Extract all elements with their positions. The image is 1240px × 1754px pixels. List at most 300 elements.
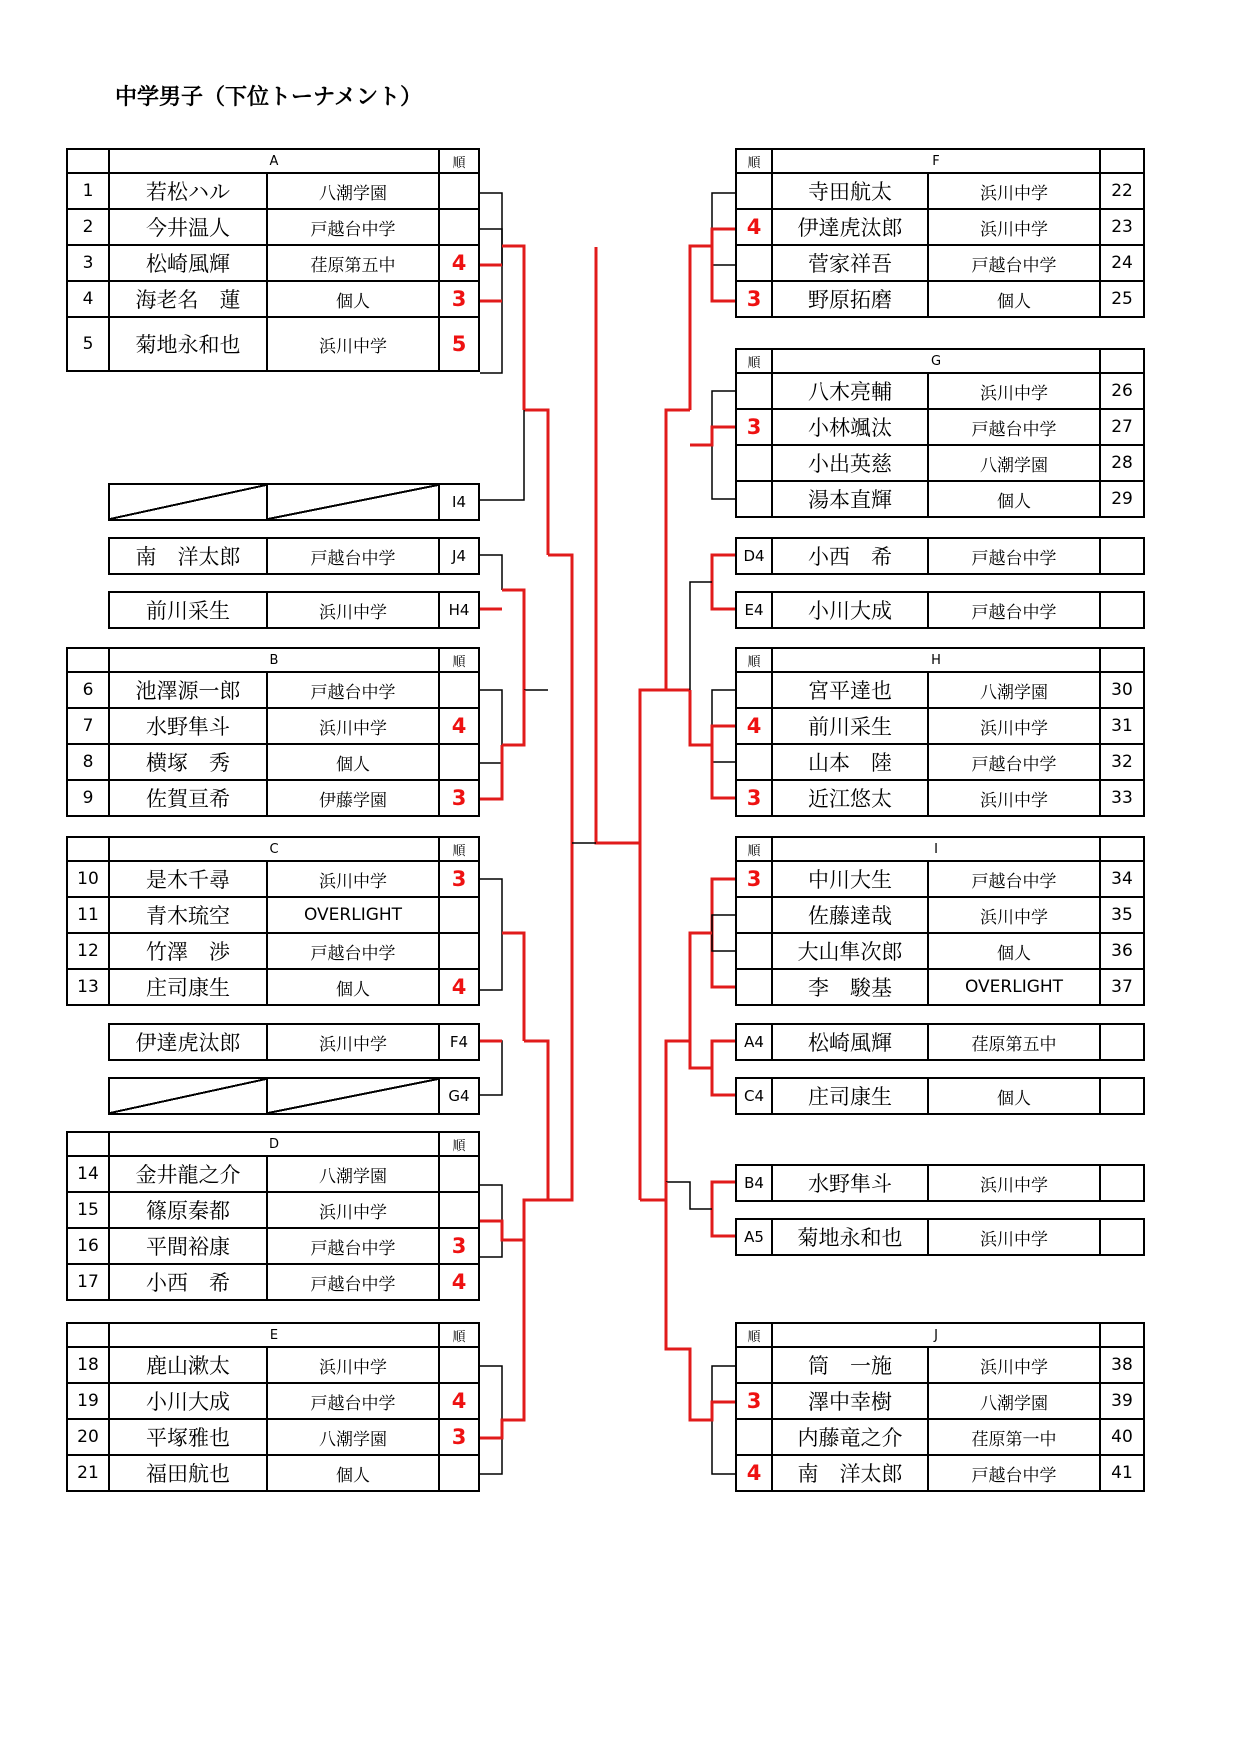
rank-header: 順 bbox=[736, 349, 772, 373]
player-name: 八木亮輔 bbox=[772, 373, 928, 409]
player-row bbox=[67, 933, 479, 969]
slot-code: C4 bbox=[736, 1078, 772, 1114]
player-name: 澤中幸樹 bbox=[772, 1383, 928, 1419]
player-rank: 3 bbox=[736, 409, 772, 445]
group-table-g bbox=[735, 348, 1145, 518]
group-header-row bbox=[67, 837, 479, 861]
player-school: 戸越台中学 bbox=[267, 672, 439, 708]
player-number: 38 bbox=[1100, 1347, 1144, 1383]
group-label: D bbox=[109, 1132, 439, 1156]
player-school: 八潮学園 bbox=[928, 1383, 1100, 1419]
player-rank bbox=[439, 1192, 479, 1228]
blank-cell bbox=[1100, 1219, 1144, 1255]
player-rank bbox=[736, 445, 772, 481]
player-name: 水野隼斗 bbox=[109, 708, 267, 744]
player-number: 3 bbox=[67, 245, 109, 281]
winner-line bbox=[640, 690, 666, 843]
player-school: 戸越台中学 bbox=[267, 1383, 439, 1419]
player-rank bbox=[736, 1419, 772, 1455]
slot-code: J4 bbox=[439, 538, 479, 574]
slot-row bbox=[736, 538, 1144, 574]
player-school: 浜川中学 bbox=[267, 1192, 439, 1228]
player-name: 庄司康生 bbox=[109, 969, 267, 1005]
player-school: 浜川中学 bbox=[928, 173, 1100, 209]
player-rank bbox=[736, 933, 772, 969]
player-name: 菊地永和也 bbox=[109, 317, 267, 371]
group-header-row bbox=[736, 648, 1144, 672]
bracket-line bbox=[666, 1182, 712, 1209]
player-school: 浜川中学 bbox=[928, 708, 1100, 744]
winner-line bbox=[524, 410, 548, 555]
bracket-line bbox=[712, 915, 735, 951]
player-school: 戸越台中学 bbox=[267, 209, 439, 245]
bracket-line bbox=[480, 410, 524, 500]
player-name: 小西 希 bbox=[109, 1264, 267, 1300]
player-row bbox=[736, 445, 1144, 481]
group-header-row bbox=[736, 1323, 1144, 1347]
player-row bbox=[736, 744, 1144, 780]
player-school: 戸越台中学 bbox=[267, 933, 439, 969]
player-row bbox=[67, 744, 479, 780]
player-number: 30 bbox=[1100, 672, 1144, 708]
player-rank: 4 bbox=[736, 1455, 772, 1491]
blank-cell bbox=[1100, 349, 1144, 373]
player-row bbox=[67, 1419, 479, 1455]
group-table-b bbox=[66, 647, 480, 817]
slot-row bbox=[109, 484, 479, 520]
player-number: 15 bbox=[67, 1192, 109, 1228]
slot-player-school: 荏原第五中 bbox=[928, 1024, 1100, 1060]
player-row bbox=[67, 1383, 479, 1419]
player-row bbox=[67, 780, 479, 816]
group-header-row bbox=[736, 349, 1144, 373]
winner-line bbox=[712, 879, 735, 987]
player-name: 南 洋太郎 bbox=[772, 1455, 928, 1491]
blank-cell bbox=[67, 1132, 109, 1156]
player-name: 近江悠太 bbox=[772, 780, 928, 816]
group-label: F bbox=[772, 149, 1100, 173]
group-table-i bbox=[735, 836, 1145, 1006]
player-number: 27 bbox=[1100, 409, 1144, 445]
player-number: 39 bbox=[1100, 1383, 1144, 1419]
rank-header: 順 bbox=[736, 648, 772, 672]
player-name: 寺田航太 bbox=[772, 173, 928, 209]
player-row bbox=[67, 672, 479, 708]
player-rank: 3 bbox=[736, 861, 772, 897]
bracket-line bbox=[480, 555, 502, 590]
player-rank bbox=[736, 969, 772, 1005]
player-school: 個人 bbox=[267, 744, 439, 780]
player-name: 佐藤達哉 bbox=[772, 897, 928, 933]
blank-cell bbox=[1100, 1024, 1144, 1060]
slot-box-e4 bbox=[735, 591, 1145, 629]
player-school: 荏原第一中 bbox=[928, 1419, 1100, 1455]
player-number: 4 bbox=[67, 281, 109, 317]
bracket-line bbox=[480, 1366, 502, 1474]
player-row bbox=[67, 173, 479, 209]
winner-line bbox=[712, 1041, 735, 1095]
group-header-row bbox=[736, 149, 1144, 173]
player-rank: 3 bbox=[736, 780, 772, 816]
slot-box-a4 bbox=[735, 1023, 1145, 1061]
player-name: 内藤竜之介 bbox=[772, 1419, 928, 1455]
group-header-row bbox=[67, 149, 479, 173]
player-name: 若松ハル bbox=[109, 173, 267, 209]
player-rank bbox=[736, 173, 772, 209]
player-row bbox=[67, 897, 479, 933]
player-row bbox=[67, 245, 479, 281]
player-school: 個人 bbox=[928, 481, 1100, 517]
player-school: 八潮学園 bbox=[267, 1419, 439, 1455]
slot-player-name: 松崎風輝 bbox=[772, 1024, 928, 1060]
player-rank: 4 bbox=[439, 708, 479, 744]
player-name: 鹿山漱太 bbox=[109, 1347, 267, 1383]
player-name: 小川大成 bbox=[109, 1383, 267, 1419]
slot-player-name: 小川大成 bbox=[772, 592, 928, 628]
player-name: 今井温人 bbox=[109, 209, 267, 245]
group-label: C bbox=[109, 837, 439, 861]
winner-line bbox=[690, 246, 712, 410]
player-number: 36 bbox=[1100, 933, 1144, 969]
group-label: E bbox=[109, 1323, 439, 1347]
group-table-f bbox=[735, 148, 1145, 318]
slot-player-school: 浜川中学 bbox=[267, 592, 439, 628]
group-table-h bbox=[735, 647, 1145, 817]
player-number: 22 bbox=[1100, 173, 1144, 209]
player-name: 横塚 秀 bbox=[109, 744, 267, 780]
slot-player-name: 伊達虎汰郎 bbox=[109, 1024, 267, 1060]
player-row bbox=[736, 969, 1144, 1005]
player-school: 個人 bbox=[928, 933, 1100, 969]
winner-line bbox=[548, 555, 572, 843]
player-rank: 3 bbox=[439, 1419, 479, 1455]
player-row bbox=[67, 281, 479, 317]
player-name: 湯本直輝 bbox=[772, 481, 928, 517]
group-label: A bbox=[109, 149, 439, 173]
winner-line bbox=[480, 1200, 548, 1240]
player-row bbox=[67, 1347, 479, 1383]
slot-player-school: 浜川中学 bbox=[267, 1024, 439, 1060]
player-rank: 3 bbox=[439, 780, 479, 816]
player-school: 浜川中学 bbox=[928, 897, 1100, 933]
group-table-c bbox=[66, 836, 480, 1006]
player-row bbox=[736, 209, 1144, 245]
player-school: OVERLIGHT bbox=[267, 897, 439, 933]
slot-row bbox=[109, 538, 479, 574]
player-rank bbox=[736, 897, 772, 933]
slot-row bbox=[736, 1219, 1144, 1255]
player-rank: 3 bbox=[736, 281, 772, 317]
slot-player-school: 戸越台中学 bbox=[928, 538, 1100, 574]
group-label: H bbox=[772, 648, 1100, 672]
player-rank bbox=[736, 672, 772, 708]
player-school: 戸越台中学 bbox=[928, 861, 1100, 897]
rank-header: 順 bbox=[736, 1323, 772, 1347]
player-number: 28 bbox=[1100, 445, 1144, 481]
group-table-j bbox=[735, 1322, 1145, 1492]
blank-cell bbox=[1100, 648, 1144, 672]
player-row bbox=[67, 861, 479, 897]
player-number: 12 bbox=[67, 933, 109, 969]
winner-line bbox=[524, 1041, 548, 1200]
slot-code: G4 bbox=[439, 1078, 479, 1114]
player-number: 34 bbox=[1100, 861, 1144, 897]
player-school: 戸越台中学 bbox=[267, 1228, 439, 1264]
player-rank: 3 bbox=[439, 861, 479, 897]
player-number: 5 bbox=[67, 317, 109, 371]
player-name: 山本 陸 bbox=[772, 744, 928, 780]
player-school: 八潮学園 bbox=[928, 672, 1100, 708]
winner-line bbox=[712, 555, 735, 609]
group-header-row bbox=[736, 837, 1144, 861]
slot-box-h4 bbox=[108, 591, 480, 629]
player-number: 26 bbox=[1100, 373, 1144, 409]
player-rank bbox=[439, 897, 479, 933]
player-school: 浜川中学 bbox=[267, 861, 439, 897]
player-row bbox=[736, 897, 1144, 933]
winner-line bbox=[480, 745, 502, 799]
slot-box-c4 bbox=[735, 1077, 1145, 1115]
player-name: 竹澤 渉 bbox=[109, 933, 267, 969]
player-name: 前川采生 bbox=[772, 708, 928, 744]
winner-line bbox=[690, 427, 735, 445]
rank-header: 順 bbox=[736, 837, 772, 861]
player-name: 菅家祥吾 bbox=[772, 245, 928, 281]
player-number: 33 bbox=[1100, 780, 1144, 816]
player-rank: 4 bbox=[439, 245, 479, 281]
player-name: 篠原秦都 bbox=[109, 1192, 267, 1228]
player-row bbox=[736, 173, 1144, 209]
slot-box-j4 bbox=[108, 537, 480, 575]
player-rank: 4 bbox=[439, 969, 479, 1005]
player-name: 伊達虎汰郎 bbox=[772, 209, 928, 245]
slot-player-school bbox=[267, 1078, 439, 1114]
player-number: 20 bbox=[67, 1419, 109, 1455]
slot-code: D4 bbox=[736, 538, 772, 574]
player-row bbox=[736, 1455, 1144, 1491]
player-row bbox=[736, 780, 1144, 816]
blank-cell bbox=[1100, 538, 1144, 574]
player-row bbox=[736, 708, 1144, 744]
blank-cell bbox=[1100, 1165, 1144, 1201]
slot-player-school: 戸越台中学 bbox=[928, 592, 1100, 628]
winner-line bbox=[690, 690, 712, 745]
group-label: I bbox=[772, 837, 1100, 861]
blank-cell bbox=[67, 149, 109, 173]
slot-row bbox=[736, 1165, 1144, 1201]
rank-header: 順 bbox=[439, 149, 479, 173]
player-name: 海老名 蓮 bbox=[109, 281, 267, 317]
slot-player-name bbox=[109, 484, 267, 520]
blank-cell bbox=[1100, 1078, 1144, 1114]
group-table-e bbox=[66, 1322, 480, 1492]
blank-cell bbox=[1100, 592, 1144, 628]
slot-box-d4 bbox=[735, 537, 1145, 575]
slot-box-f4 bbox=[108, 1023, 480, 1061]
slot-row bbox=[109, 592, 479, 628]
player-row bbox=[67, 1264, 479, 1300]
slot-code: A5 bbox=[736, 1219, 772, 1255]
player-row bbox=[67, 969, 479, 1005]
player-row bbox=[67, 209, 479, 245]
player-rank bbox=[439, 933, 479, 969]
player-number: 37 bbox=[1100, 969, 1144, 1005]
player-name: 平間裕康 bbox=[109, 1228, 267, 1264]
winner-line bbox=[690, 933, 712, 1041]
blank-cell bbox=[1100, 837, 1144, 861]
slot-player-school bbox=[267, 484, 439, 520]
slot-row bbox=[109, 1078, 479, 1114]
player-rank bbox=[439, 1455, 479, 1491]
winner-line bbox=[548, 843, 572, 1200]
player-rank: 4 bbox=[439, 1264, 479, 1300]
group-header-row bbox=[67, 1323, 479, 1347]
player-school: 浜川中学 bbox=[267, 708, 439, 744]
slot-player-name: 水野隼斗 bbox=[772, 1165, 928, 1201]
player-school: 八潮学園 bbox=[267, 173, 439, 209]
player-school: 浜川中学 bbox=[928, 780, 1100, 816]
player-name: 小出英慈 bbox=[772, 445, 928, 481]
player-row bbox=[736, 281, 1144, 317]
group-header-row bbox=[67, 1132, 479, 1156]
group-label: G bbox=[772, 349, 1100, 373]
player-number: 19 bbox=[67, 1383, 109, 1419]
player-name: 佐賀亘希 bbox=[109, 780, 267, 816]
player-rank: 4 bbox=[439, 1383, 479, 1419]
player-school: 伊藤学園 bbox=[267, 780, 439, 816]
player-number: 35 bbox=[1100, 897, 1144, 933]
player-rank: 5 bbox=[439, 317, 479, 371]
player-school: 浜川中学 bbox=[267, 317, 439, 371]
player-school: 戸越台中学 bbox=[928, 245, 1100, 281]
player-name: 小林颯汰 bbox=[772, 409, 928, 445]
player-row bbox=[736, 1383, 1144, 1419]
winner-line bbox=[666, 410, 690, 690]
player-school: 八潮学園 bbox=[928, 445, 1100, 481]
player-school: 浜川中学 bbox=[928, 1347, 1100, 1383]
slot-code: F4 bbox=[439, 1024, 479, 1060]
player-rank: 4 bbox=[736, 209, 772, 245]
slot-row bbox=[736, 1078, 1144, 1114]
bracket-line bbox=[690, 582, 712, 690]
player-number: 1 bbox=[67, 173, 109, 209]
player-rank bbox=[439, 744, 479, 780]
bracket-line bbox=[480, 1041, 502, 1095]
slot-player-name: 庄司康生 bbox=[772, 1078, 928, 1114]
winner-line bbox=[502, 246, 524, 410]
player-rank bbox=[439, 173, 479, 209]
winner-line bbox=[596, 247, 640, 1200]
slot-player-school: 戸越台中学 bbox=[267, 538, 439, 574]
player-name: 李 駿基 bbox=[772, 969, 928, 1005]
slot-code: B4 bbox=[736, 1165, 772, 1201]
player-name: 金井龍之介 bbox=[109, 1156, 267, 1192]
player-number: 16 bbox=[67, 1228, 109, 1264]
player-rank bbox=[439, 1347, 479, 1383]
player-row bbox=[736, 861, 1144, 897]
player-number: 8 bbox=[67, 744, 109, 780]
player-number: 7 bbox=[67, 708, 109, 744]
player-name: 福田航也 bbox=[109, 1455, 267, 1491]
player-row bbox=[67, 1156, 479, 1192]
player-number: 14 bbox=[67, 1156, 109, 1192]
page-title: 中学男子（下位トーナメント） bbox=[115, 85, 423, 110]
player-rank bbox=[736, 1347, 772, 1383]
group-table-d bbox=[66, 1131, 480, 1301]
player-row bbox=[736, 672, 1144, 708]
player-row bbox=[736, 373, 1144, 409]
group-label: B bbox=[109, 648, 439, 672]
player-number: 6 bbox=[67, 672, 109, 708]
player-school: 浜川中学 bbox=[928, 209, 1100, 245]
player-school: 個人 bbox=[267, 1455, 439, 1491]
player-number: 29 bbox=[1100, 481, 1144, 517]
player-number: 10 bbox=[67, 861, 109, 897]
slot-row bbox=[736, 1024, 1144, 1060]
slot-code: A4 bbox=[736, 1024, 772, 1060]
slot-code: E4 bbox=[736, 592, 772, 628]
player-name: 中川大生 bbox=[772, 861, 928, 897]
player-rank bbox=[439, 1156, 479, 1192]
player-row bbox=[67, 1192, 479, 1228]
winner-line bbox=[666, 1041, 712, 1182]
winner-line bbox=[712, 1182, 735, 1236]
slot-player-name: 菊地永和也 bbox=[772, 1219, 928, 1255]
player-row bbox=[736, 1419, 1144, 1455]
player-rank: 3 bbox=[736, 1383, 772, 1419]
group-header-row bbox=[67, 648, 479, 672]
slot-player-school: 浜川中学 bbox=[928, 1219, 1100, 1255]
player-row bbox=[736, 933, 1144, 969]
player-rank: 3 bbox=[439, 281, 479, 317]
player-school: 浜川中学 bbox=[267, 1347, 439, 1383]
slot-player-school: 個人 bbox=[928, 1078, 1100, 1114]
player-number: 32 bbox=[1100, 744, 1144, 780]
group-table-a bbox=[66, 148, 480, 372]
rank-header: 順 bbox=[736, 149, 772, 173]
player-school: 戸越台中学 bbox=[928, 744, 1100, 780]
slot-box-i4 bbox=[108, 483, 480, 521]
player-number: 13 bbox=[67, 969, 109, 1005]
slot-box-a5 bbox=[735, 1218, 1145, 1256]
player-number: 21 bbox=[67, 1455, 109, 1491]
rank-header: 順 bbox=[439, 1323, 479, 1347]
bracket-line bbox=[480, 879, 502, 990]
player-school: 個人 bbox=[928, 281, 1100, 317]
rank-header: 順 bbox=[439, 648, 479, 672]
player-row bbox=[736, 245, 1144, 281]
player-school: 個人 bbox=[267, 281, 439, 317]
player-school: 戸越台中学 bbox=[267, 1264, 439, 1300]
blank-cell bbox=[67, 1323, 109, 1347]
blank-cell bbox=[67, 837, 109, 861]
player-school: 個人 bbox=[267, 969, 439, 1005]
player-number: 25 bbox=[1100, 281, 1144, 317]
player-school: 荏原第五中 bbox=[267, 245, 439, 281]
player-school: 戸越台中学 bbox=[928, 1455, 1100, 1491]
winner-line bbox=[502, 690, 524, 745]
player-name: 是木千尋 bbox=[109, 861, 267, 897]
winner-line bbox=[502, 933, 524, 1041]
player-school: 八潮学園 bbox=[267, 1156, 439, 1192]
player-school: 戸越台中学 bbox=[928, 409, 1100, 445]
player-school: OVERLIGHT bbox=[928, 969, 1100, 1005]
player-name: 野原拓磨 bbox=[772, 281, 928, 317]
player-number: 2 bbox=[67, 209, 109, 245]
player-number: 41 bbox=[1100, 1455, 1144, 1491]
slot-box-b4 bbox=[735, 1164, 1145, 1202]
player-name: 平塚雅也 bbox=[109, 1419, 267, 1455]
